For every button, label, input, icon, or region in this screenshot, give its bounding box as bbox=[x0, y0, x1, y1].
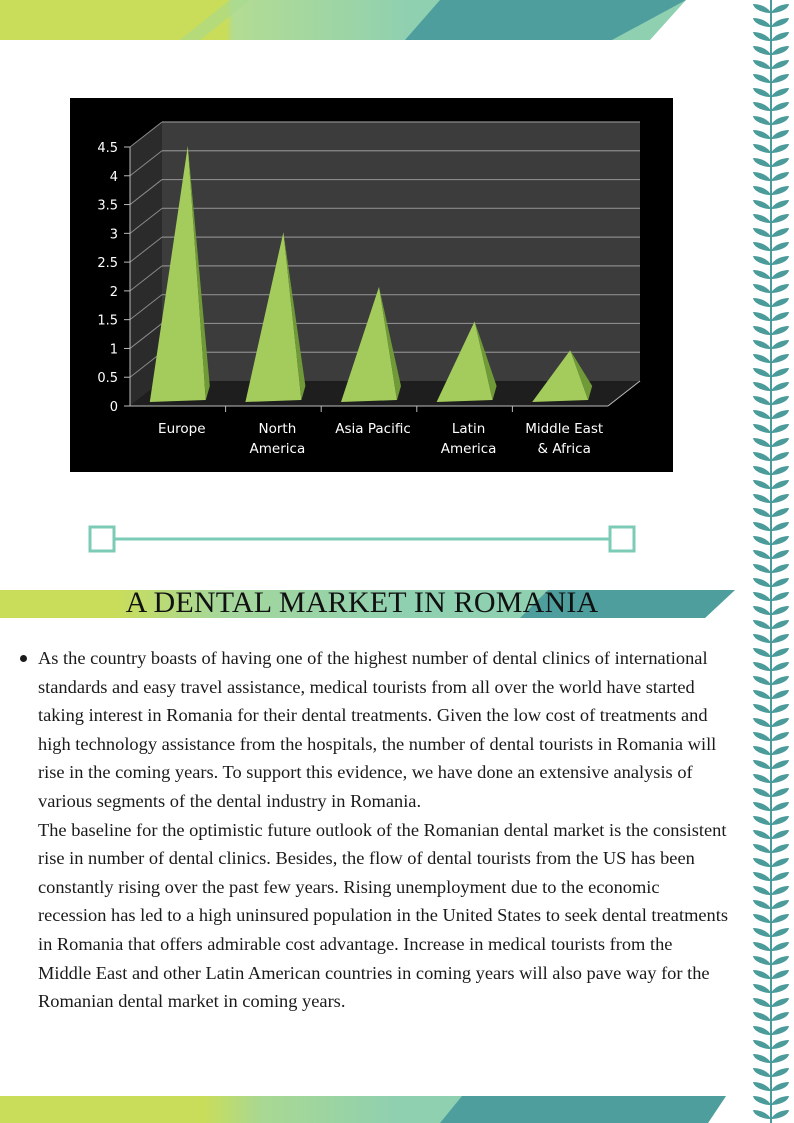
leaf-right bbox=[771, 522, 789, 531]
leaf-right bbox=[771, 1026, 789, 1035]
leaf-left bbox=[753, 312, 771, 321]
leaf-left bbox=[753, 74, 771, 83]
leaf-left bbox=[753, 298, 771, 307]
leaf-right bbox=[771, 270, 789, 279]
leaf-right bbox=[771, 88, 789, 97]
leaf-left bbox=[753, 704, 771, 713]
x-category-label: America bbox=[249, 441, 306, 457]
x-category-label: Asia Pacific bbox=[335, 421, 411, 437]
leaf-left bbox=[753, 410, 771, 419]
leaf-right bbox=[771, 1068, 789, 1077]
leaf-right bbox=[771, 872, 789, 881]
leaf-right bbox=[771, 998, 789, 1007]
leaf-right bbox=[771, 172, 789, 181]
leaf-right bbox=[771, 550, 789, 559]
leaf-left bbox=[753, 186, 771, 195]
leaf-left bbox=[753, 172, 771, 181]
leaf-left bbox=[753, 746, 771, 755]
leaf-right bbox=[771, 284, 789, 293]
leaf-left bbox=[753, 116, 771, 125]
leaf-right bbox=[771, 130, 789, 139]
leaf-left bbox=[753, 1082, 771, 1091]
leaf-left bbox=[753, 494, 771, 503]
leaf-left bbox=[753, 858, 771, 867]
leaf-left bbox=[753, 144, 771, 153]
regional-market-chart bbox=[70, 98, 673, 472]
leaf-left bbox=[753, 522, 771, 531]
leaf-right bbox=[771, 746, 789, 755]
leaf-left bbox=[753, 774, 771, 783]
leaf-right bbox=[771, 662, 789, 671]
leaf-left bbox=[753, 620, 771, 629]
leaf-left bbox=[753, 564, 771, 573]
leaf-right bbox=[771, 1096, 789, 1105]
leaf-right bbox=[771, 242, 789, 251]
leaf-right bbox=[771, 970, 789, 979]
leaf-right bbox=[771, 1012, 789, 1021]
leaf-left bbox=[753, 256, 771, 265]
leaf-right bbox=[771, 704, 789, 713]
leaf-right bbox=[771, 816, 789, 825]
leaf-left bbox=[753, 270, 771, 279]
leaf-left bbox=[753, 662, 771, 671]
leaf-right bbox=[771, 676, 789, 685]
leaf-left bbox=[753, 592, 771, 601]
leaf-left bbox=[753, 396, 771, 405]
leaf-right bbox=[771, 732, 789, 741]
leaf-right bbox=[771, 900, 789, 909]
leaf-right bbox=[771, 438, 789, 447]
leaf-left bbox=[753, 788, 771, 797]
leaf-right bbox=[771, 760, 789, 769]
x-category-label: North bbox=[258, 421, 297, 437]
leaf-right bbox=[771, 690, 789, 699]
x-category-label: America bbox=[440, 441, 497, 457]
leaf-left bbox=[753, 914, 771, 923]
x-category-label: Europe bbox=[158, 421, 206, 437]
leaf-left bbox=[753, 18, 771, 27]
leaf-right bbox=[771, 858, 789, 867]
y-tick-label: 3.5 bbox=[97, 198, 118, 214]
leaf-left bbox=[753, 424, 771, 433]
y-tick-label: 0.5 bbox=[97, 371, 118, 387]
leaf-right bbox=[771, 494, 789, 503]
leaf-left bbox=[753, 690, 771, 699]
leaf-left bbox=[753, 1026, 771, 1035]
leaf-right bbox=[771, 354, 789, 363]
leaf-right bbox=[771, 326, 789, 335]
leaf-left bbox=[753, 844, 771, 853]
x-category-label: Middle East bbox=[525, 421, 604, 437]
leaf-right bbox=[771, 984, 789, 993]
leaf-left bbox=[753, 382, 771, 391]
section-heading: A DENTAL MARKET IN ROMANIA bbox=[125, 586, 599, 619]
leaf-right bbox=[771, 830, 789, 839]
leaf-right bbox=[771, 46, 789, 55]
bullet-dot bbox=[20, 655, 27, 662]
paragraph-intro: As the country boasts of having one of the highest number of dental clinics of international standards and easy travel assistance, medical tourists from all over the world have started taking interest in Romania for their dental treatments. Given the low cost of treatments and high technology assistance from the hospitals, the number of dental tourists in Romania will rise in the coming years. To support this evidence, we have done an extensive analysis of various segments of the dental industry in Romania. bbox=[38, 648, 717, 811]
leaf-left bbox=[753, 998, 771, 1007]
leaf-right bbox=[771, 844, 789, 853]
leaf-right bbox=[771, 480, 789, 489]
leaf-left bbox=[753, 130, 771, 139]
leaf-left bbox=[753, 480, 771, 489]
list-item bbox=[38, 644, 730, 1016]
leaf-left bbox=[753, 1040, 771, 1049]
leaf-left bbox=[753, 900, 771, 909]
leaf-left bbox=[753, 634, 771, 643]
leaf-left bbox=[753, 984, 771, 993]
leaf-right bbox=[771, 620, 789, 629]
leaf-left bbox=[753, 32, 771, 41]
leaf-left bbox=[753, 60, 771, 69]
leaf-right bbox=[771, 774, 789, 783]
leaf-right bbox=[771, 956, 789, 965]
leaf-right bbox=[771, 410, 789, 419]
leaf-right bbox=[771, 942, 789, 951]
leaf-left bbox=[753, 970, 771, 979]
leaf-left bbox=[753, 956, 771, 965]
leaf-left bbox=[753, 242, 771, 251]
leaf-left bbox=[753, 1012, 771, 1021]
leaf-left bbox=[753, 4, 771, 13]
leaf-right bbox=[771, 564, 789, 573]
leaf-right bbox=[771, 298, 789, 307]
x-category-label: Latin bbox=[451, 421, 486, 437]
leaf-right bbox=[771, 214, 789, 223]
leaf-right bbox=[771, 466, 789, 475]
chart-canvas bbox=[70, 98, 673, 472]
leaf-left bbox=[753, 508, 771, 517]
leaf-left bbox=[753, 718, 771, 727]
leaf-right bbox=[771, 788, 789, 797]
leaf-left bbox=[753, 88, 771, 97]
leaf-right bbox=[771, 396, 789, 405]
leaf-right bbox=[771, 186, 789, 195]
leaf-left bbox=[753, 228, 771, 237]
leaf-right bbox=[771, 340, 789, 349]
leaf-left bbox=[753, 606, 771, 615]
leaf-left bbox=[753, 1110, 771, 1119]
leaf-right bbox=[771, 382, 789, 391]
paragraph-outlook: The baseline for the optimistic future outlook of the Romanian dental market is the consistent rise in number of dental clinics. Besides, the flow of dental tourists from the US has been constantly rising over the past few years. Rising unemployment due to the economic recession has led to a high uninsured population in the United States to seek dental treatments in Romania that offers admirable cost advantage. Increase in medical tourists from the Middle East and other Latin American countries in coming years will also pave way for the Romanian dental market in coming years. bbox=[38, 819, 728, 1012]
leaf-right bbox=[771, 648, 789, 657]
leaf-left bbox=[753, 816, 771, 825]
leaf-right bbox=[771, 928, 789, 937]
leaf-left bbox=[753, 732, 771, 741]
leaf-right bbox=[771, 802, 789, 811]
leaf-left bbox=[753, 354, 771, 363]
leaf-left bbox=[753, 536, 771, 545]
leaf-right bbox=[771, 508, 789, 517]
leaf-left bbox=[753, 452, 771, 461]
leaf-left bbox=[753, 872, 771, 881]
leaf-left bbox=[753, 284, 771, 293]
leaf-left bbox=[753, 46, 771, 55]
leaf-right bbox=[771, 312, 789, 321]
leaf-left bbox=[753, 200, 771, 209]
leaf-left bbox=[753, 368, 771, 377]
top-decorative-band bbox=[0, 0, 700, 40]
leaf-right bbox=[771, 368, 789, 377]
y-tick-label: 0 bbox=[109, 400, 118, 415]
leaf-left bbox=[753, 214, 771, 223]
leaf-left bbox=[753, 466, 771, 475]
leaf-vine-border bbox=[748, 0, 794, 1123]
leaf-left bbox=[753, 648, 771, 657]
leaf-right bbox=[771, 606, 789, 615]
leaf-right bbox=[771, 18, 789, 27]
y-tick-label: 2 bbox=[109, 284, 118, 300]
leaf-right bbox=[771, 578, 789, 587]
leaf-right bbox=[771, 718, 789, 727]
leaf-left bbox=[753, 802, 771, 811]
leaf-right bbox=[771, 1082, 789, 1091]
leaf-left bbox=[753, 1054, 771, 1063]
leaf-right bbox=[771, 116, 789, 125]
leaf-right bbox=[771, 592, 789, 601]
leaf-left bbox=[753, 438, 771, 447]
leaf-right bbox=[771, 1054, 789, 1063]
leaf-right bbox=[771, 102, 789, 111]
leaf-right bbox=[771, 452, 789, 461]
leaf-left bbox=[753, 550, 771, 559]
leaf-right bbox=[771, 1110, 789, 1119]
leaf-left bbox=[753, 158, 771, 167]
leaf-right bbox=[771, 144, 789, 153]
leaf-right bbox=[771, 60, 789, 69]
leaf-left bbox=[753, 340, 771, 349]
leaf-left bbox=[753, 326, 771, 335]
leaf-left bbox=[753, 676, 771, 685]
leaf-right bbox=[771, 200, 789, 209]
leaf-right bbox=[771, 256, 789, 265]
section-divider bbox=[88, 524, 636, 554]
y-tick-label: 3 bbox=[109, 227, 118, 243]
chart-back-wall bbox=[162, 122, 640, 381]
bottom-decorative-band bbox=[0, 1096, 730, 1123]
leaf-right bbox=[771, 4, 789, 13]
leaf-right bbox=[771, 886, 789, 895]
y-tick-label: 4.5 bbox=[97, 141, 118, 156]
leaf-right bbox=[771, 634, 789, 643]
leaf-left bbox=[753, 1068, 771, 1077]
y-tick-label: 1.5 bbox=[97, 313, 118, 329]
leaf-right bbox=[771, 158, 789, 167]
leaf-right bbox=[771, 1040, 789, 1049]
leaf-left bbox=[753, 578, 771, 587]
y-tick-label: 4 bbox=[109, 169, 118, 185]
leaf-left bbox=[753, 760, 771, 769]
leaf-right bbox=[771, 914, 789, 923]
leaf-right bbox=[771, 536, 789, 545]
leaf-left bbox=[753, 942, 771, 951]
leaf-left bbox=[753, 830, 771, 839]
leaf-right bbox=[771, 74, 789, 83]
leaf-right bbox=[771, 424, 789, 433]
x-category-label: & Africa bbox=[537, 441, 591, 457]
body-text-list bbox=[0, 644, 730, 1016]
leaf-right bbox=[771, 32, 789, 41]
leaf-left bbox=[753, 928, 771, 937]
leaf-left bbox=[753, 886, 771, 895]
leaf-left bbox=[753, 1096, 771, 1105]
leaf-left bbox=[753, 102, 771, 111]
y-tick-label: 1 bbox=[109, 342, 118, 358]
leaf-right bbox=[771, 228, 789, 237]
y-tick-label: 2.5 bbox=[97, 256, 118, 272]
